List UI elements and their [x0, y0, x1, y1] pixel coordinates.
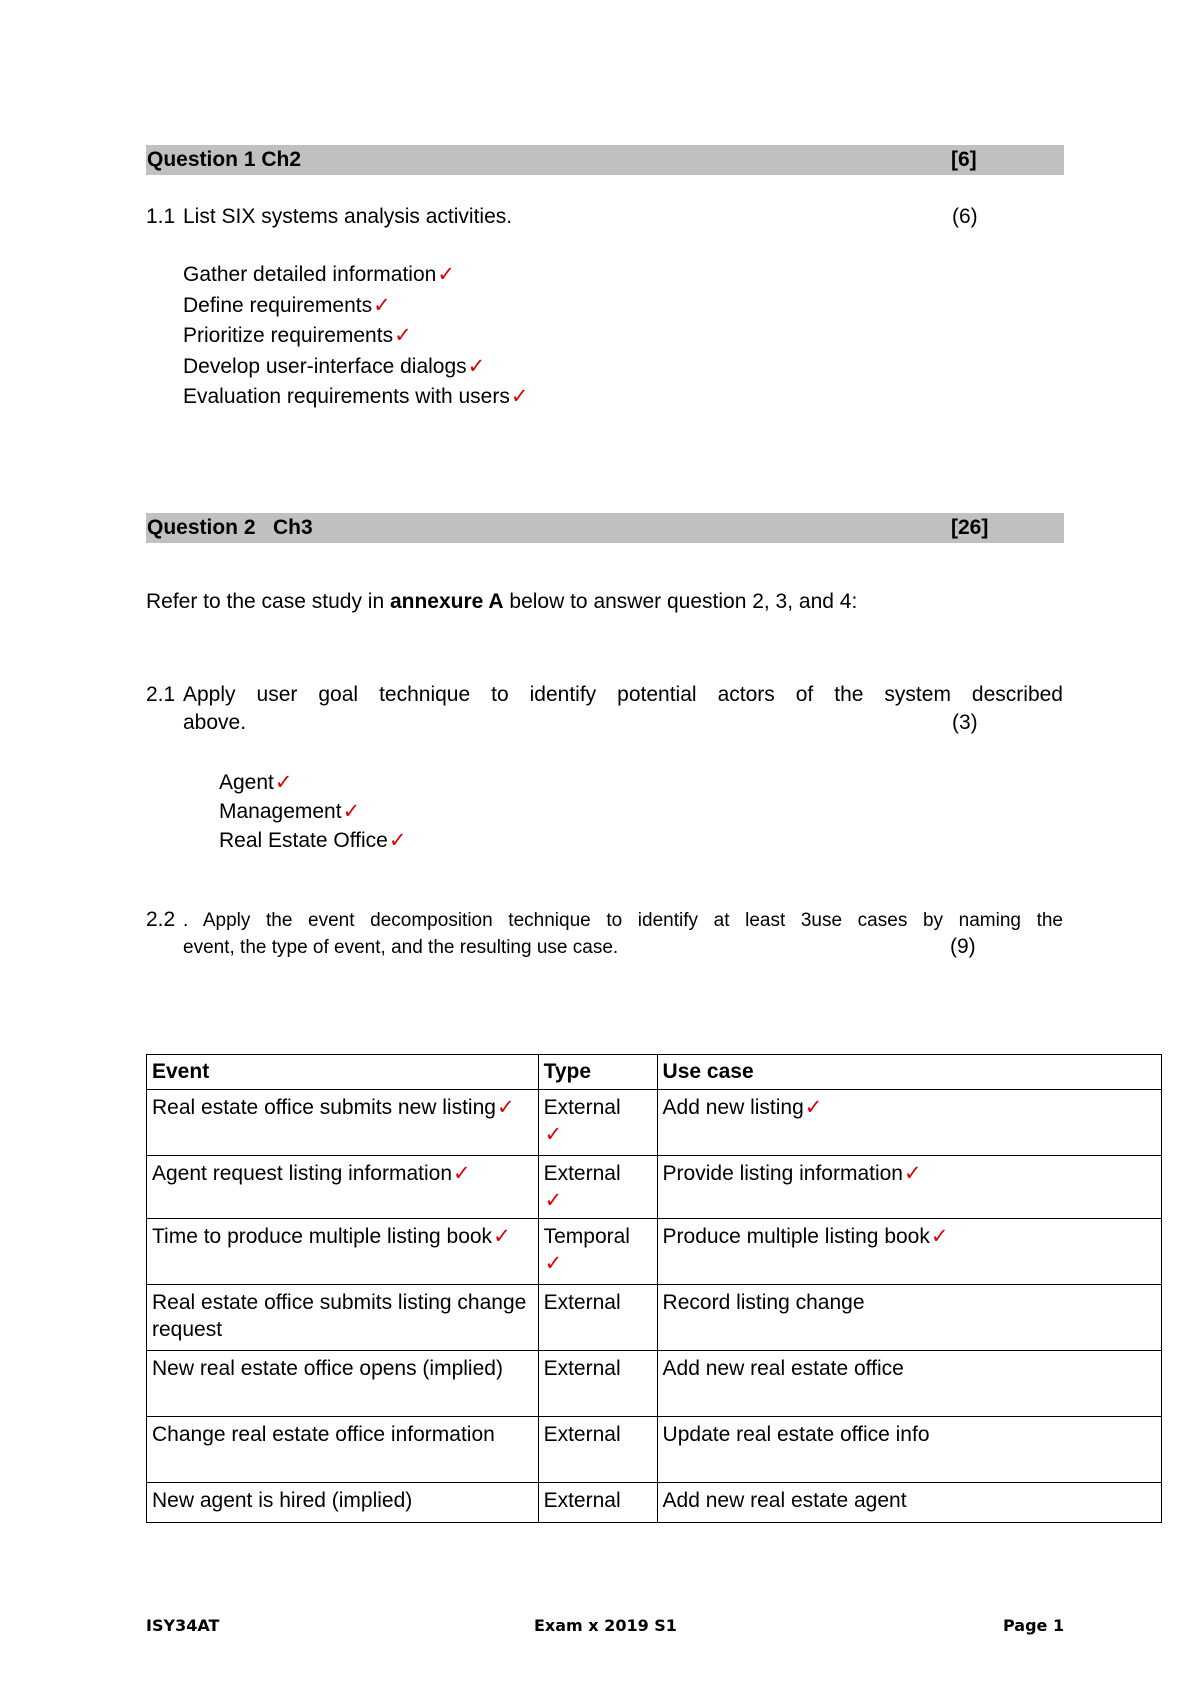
cell-type: External — [538, 1483, 657, 1523]
question-2-marks: [26] — [951, 516, 989, 539]
check-mark-icon: ✓ — [493, 1225, 511, 1248]
cell-type: External — [538, 1351, 657, 1417]
cell-usecase: Produce multiple listing book✓ — [657, 1219, 1161, 1285]
question-2-title: Question 2 Ch3 — [147, 516, 313, 539]
list-item: Gather detailed information✓ — [183, 263, 455, 286]
list-item: Real Estate Office✓ — [219, 829, 407, 852]
table-row — [147, 1285, 1162, 1351]
q2-1-text-line2: above. — [183, 711, 247, 734]
cell-event: Real estate office submits listing change request — [147, 1285, 539, 1351]
q2-1-marks: (3) — [952, 711, 978, 734]
cell-event: Time to produce multiple listing book✓ — [147, 1219, 539, 1285]
question-2-header — [146, 513, 1064, 543]
q2-2-marks: (9) — [950, 935, 976, 958]
cell-usecase: Provide listing information✓ — [657, 1156, 1161, 1219]
check-mark-icon: ✓ — [930, 1225, 949, 1248]
table-row — [147, 1090, 1162, 1156]
q1-answer-list — [183, 260, 528, 413]
check-mark-icon: ✓ — [274, 771, 293, 794]
list-item: Evaluation requirements with users✓ — [183, 385, 529, 408]
q2-2-text-line1: . Apply the event decomposition technique to identify at least 3use cases by naming the — [183, 910, 1063, 931]
event-table — [146, 1054, 1162, 1523]
list-item: Prioritize requirements✓ — [183, 324, 412, 347]
q2-intro: Refer to the case study in annexure A below to answer question 2, 3, and 4: — [146, 590, 858, 613]
cell-type: External ✓ — [538, 1156, 657, 1219]
q2-1-number: 2.1 — [146, 683, 176, 706]
cell-usecase: Update real estate office info — [657, 1417, 1161, 1483]
list-item: Agent✓ — [219, 771, 293, 794]
check-mark-icon: ✓ — [453, 1162, 471, 1185]
check-mark-icon: ✓ — [544, 1123, 563, 1146]
q2-2-text-line2: event, the type of event, and the resulting use case. — [183, 937, 619, 958]
cell-type: Temporal ✓ — [538, 1219, 657, 1285]
list-item: Develop user-interface dialogs✓ — [183, 354, 486, 378]
check-mark-icon: ✓ — [342, 800, 361, 823]
table-row — [147, 1417, 1162, 1483]
q2-1-text-line1: Apply user goal technique to identify potential actors of the system described — [183, 683, 1063, 706]
header-event: Event — [147, 1055, 539, 1090]
footer-exam-label: Exam x 2019 S1 — [534, 1616, 677, 1635]
check-mark-icon: ✓ — [373, 293, 391, 317]
header-type: Type — [538, 1055, 657, 1090]
q1-1-number: 1.1 — [146, 205, 176, 228]
list-item: Define requirements✓ — [183, 293, 391, 317]
list-item: Management✓ — [219, 800, 361, 823]
cell-type: External ✓ — [538, 1090, 657, 1156]
q2-2-number: 2.2 — [146, 908, 176, 931]
q1-1-text: List SIX systems analysis activities. — [183, 205, 513, 228]
cell-event: New agent is hired (implied) — [147, 1483, 539, 1523]
check-mark-icon: ✓ — [804, 1096, 823, 1119]
check-mark-icon: ✓ — [394, 324, 412, 347]
table-row — [147, 1351, 1162, 1417]
question-1-title: Question 1 Ch2 — [147, 148, 302, 171]
cell-type: External — [538, 1285, 657, 1351]
cell-event: Agent request listing information✓ — [147, 1156, 539, 1219]
footer-course-code: ISY34AT — [146, 1616, 220, 1635]
cell-usecase: Add new real estate office — [657, 1351, 1161, 1417]
check-mark-icon: ✓ — [437, 263, 455, 286]
table-row — [147, 1219, 1162, 1285]
check-mark-icon: ✓ — [544, 1252, 563, 1275]
q2-actor-list — [219, 768, 406, 855]
table-row — [147, 1483, 1162, 1523]
cell-event: New real estate office opens (implied) — [147, 1351, 539, 1417]
check-mark-icon: ✓ — [467, 354, 486, 378]
check-mark-icon: ✓ — [388, 829, 407, 852]
check-mark-icon: ✓ — [904, 1162, 922, 1185]
check-mark-icon: ✓ — [510, 385, 529, 408]
check-mark-icon: ✓ — [496, 1096, 515, 1119]
cell-usecase: Record listing change — [657, 1285, 1161, 1351]
cell-usecase: Add new real estate agent — [657, 1483, 1161, 1523]
cell-usecase: Add new listing✓ — [657, 1090, 1161, 1156]
cell-event: Change real estate office information — [147, 1417, 539, 1483]
table-header-row — [147, 1055, 1162, 1090]
cell-event: Real estate office submits new listing✓ — [147, 1090, 539, 1156]
header-use-case: Use case — [657, 1055, 1161, 1090]
question-1-marks: [6] — [951, 148, 977, 171]
cell-type: External — [538, 1417, 657, 1483]
table-row — [147, 1156, 1162, 1219]
q1-1-marks: (6) — [952, 205, 978, 228]
question-1-header — [146, 145, 1064, 175]
annexure-reference: annexure A — [389, 590, 504, 613]
check-mark-icon: ✓ — [544, 1189, 563, 1212]
footer-page-number: Page 1 — [1003, 1616, 1065, 1635]
